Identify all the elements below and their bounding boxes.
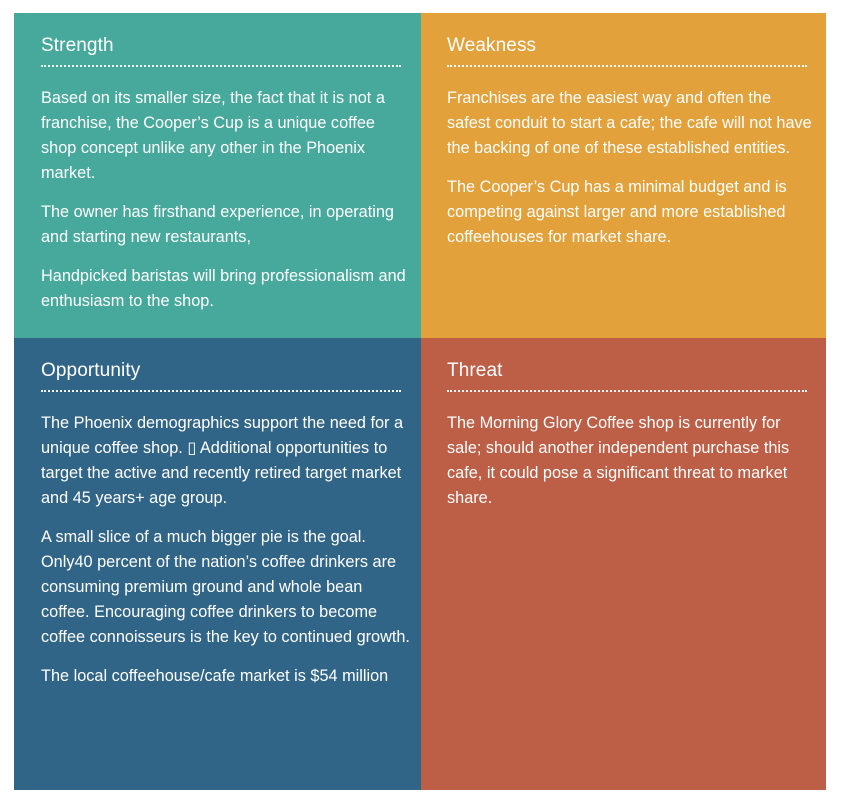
threat-body: [447, 411, 817, 525]
strength-divider: [41, 65, 401, 67]
opportunity-body: [41, 411, 413, 703]
weakness-heading: Weakness: [447, 35, 537, 56]
threat-heading: Threat: [447, 360, 503, 381]
threat-quadrant: [421, 338, 826, 790]
weakness-body: [447, 86, 817, 264]
strength-paragraph: The owner has firsthand experience, in operating and starting new restaurants,: [41, 203, 394, 246]
strength-body: [41, 86, 413, 328]
strength-paragraph: Handpicked baristas will bring professionalism and enthusiasm to the shop.: [41, 267, 406, 310]
weakness-paragraph: Franchises are the easiest way and often the safest conduit to start a cafe; the cafe will not have the backing of one of these established entities.: [447, 89, 812, 157]
opportunity-quadrant: [14, 338, 421, 790]
strength-heading: Strength: [41, 35, 114, 56]
strength-paragraph: Based on its smaller size, the fact that it is not a franchise, the Cooper’s Cup is a unique coffee shop concept unlike any other in the Phoenix market.: [41, 89, 385, 182]
strength-quadrant: [14, 13, 421, 338]
swot-matrix: [14, 13, 826, 790]
weakness-paragraph: The Cooper’s Cup has a minimal budget and is competing against larger and more established coffeehouses for market share.: [447, 178, 787, 246]
threat-paragraph: The Morning Glory Coffee shop is currently for sale; should another independent purchase this cafe, it could pose a significant threat to market share.: [447, 414, 790, 507]
opportunity-divider: [41, 390, 401, 392]
threat-divider: [447, 390, 807, 392]
opportunity-paragraph: The Phoenix demographics support the need for a unique coffee shop. ▯ Additional opportunities to target the active and recently retired target market and 45 years+ age group.: [41, 414, 404, 507]
opportunity-heading: Opportunity: [41, 360, 141, 381]
weakness-quadrant: [421, 13, 826, 338]
opportunity-paragraph: A small slice of a much bigger pie is the goal. Only40 percent of the nation’s coffee drinkers are consuming premium ground and whole bean coffee. Encouraging coffee drinkers to become coffee connoisseurs is the key to continued growth.: [41, 528, 410, 646]
weakness-divider: [447, 65, 807, 67]
opportunity-paragraph: The local coffeehouse/cafe market is $54 million: [41, 667, 389, 685]
